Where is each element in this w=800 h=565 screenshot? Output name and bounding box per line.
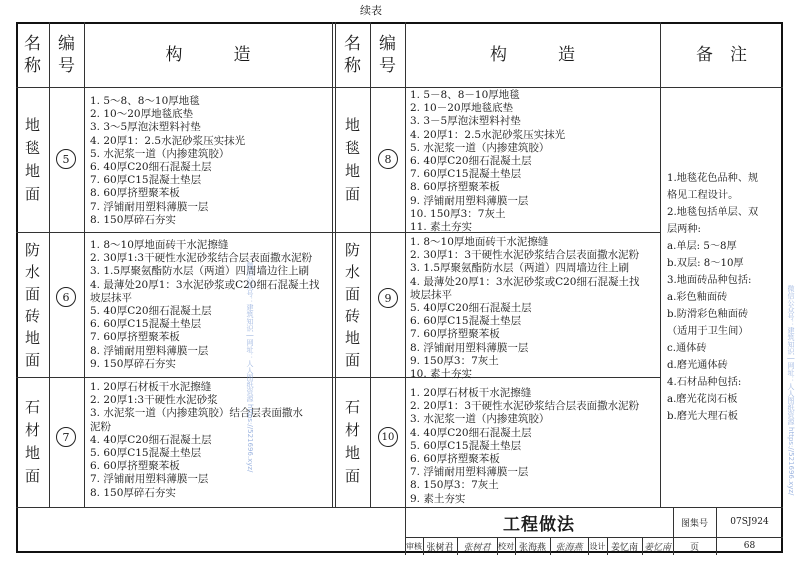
name-char: 防 (24, 240, 40, 259)
row-name-stone-floor (16, 377, 49, 507)
layer-item: 2. 20厚1：3干硬性水泥砂浆结合层表面撒水泥粉 (410, 400, 640, 413)
construction-list (410, 89, 565, 234)
layer-item: 10. 150厚3：7灰土 (410, 207, 506, 220)
layer-item: 9. 浮铺耐用塑料薄膜一层 (410, 194, 529, 207)
name-char: 面 (344, 467, 360, 485)
layer-item: 5. 40厚C20细石混凝土层 (410, 302, 532, 315)
remark-line: 3.地面砖品种包括: (667, 275, 752, 286)
layer-item: 4. 40厚C20细石混凝土层 (410, 426, 532, 439)
layer-item: 1. 20厚石材板干水泥擦缝 (410, 387, 532, 399)
header-name-left (16, 22, 49, 87)
layer-item: 8. 150厚碎石夯实 (90, 213, 176, 226)
layer-item: 2. 10－20厚地毯底垫 (410, 102, 514, 115)
header-remarks: 备 注 (696, 44, 747, 65)
layer-item: 4. 最薄处20厚1：3水泥砂浆或C20细石混凝土找 (90, 278, 320, 291)
reviewer-signature: 张树君 (463, 542, 491, 553)
header-construction-right: 构 造 (490, 44, 575, 65)
remark-line: b.双层: 8～10厚 (667, 258, 744, 269)
remark-line: d.磨光通体砖 (667, 360, 728, 371)
layer-item: 2. 30厚1：3干硬性水泥砂浆结合层表面撒水泥粉 (410, 249, 640, 262)
col-divider (332, 22, 333, 507)
remark-line: a.单层: 5～8厚 (667, 241, 737, 252)
name-char: 水 (344, 262, 360, 281)
layer-item: 6. 60厚C15混凝土垫层 (410, 315, 522, 328)
row-number-badge: 6 (56, 287, 76, 307)
layer-item: 4. 最薄处20厚1：3水泥砂浆或C20细石混凝土找 (410, 275, 640, 288)
header-construction-left: 构 造 (165, 44, 251, 65)
construction-list (90, 95, 245, 227)
header-name-right (335, 22, 370, 87)
checker-name: 张海燕 (518, 542, 546, 553)
layer-item: 1. 8～10厚地面砖干水泥擦缝 (410, 236, 549, 248)
layer-item: 9. 素土夯实 (410, 492, 466, 505)
layer-item: 10. 素土夯实 (410, 368, 473, 381)
header-number-left (49, 22, 84, 87)
layer-item: 3. 1.5厚聚氨酯防水层（两道）四周墙边往上刷 (410, 262, 630, 275)
header-char: 名 (344, 33, 361, 54)
name-char: 防 (344, 240, 360, 259)
construction-list (410, 387, 639, 506)
col-divider (405, 22, 406, 555)
layer-item: 6. 60厚C15混凝土垫层 (90, 318, 202, 331)
row-number-badge: 5 (56, 149, 76, 169)
header-char: 号 (379, 55, 396, 76)
layer-item: 5. 40厚C20细石混凝土层 (90, 305, 212, 318)
header-char: 名 (24, 33, 41, 54)
remark-line: a.磨光花岗石板 (667, 394, 738, 405)
layer-item: 5. 水泥浆一道（内掺建筑胶） (90, 147, 230, 160)
layer-item: 坡层抹平 (410, 288, 452, 301)
layer-item: 8. 150厚3：7灰土 (410, 479, 499, 492)
remark-line: b.防滑彩色釉面砖 (667, 309, 749, 320)
layer-item: 1. 5－8、8－10厚地毯 (410, 89, 520, 101)
layer-item: 3. 3－5厚泡沫塑料衬垫 (410, 115, 521, 128)
layer-item: 7. 浮铺耐用塑料薄膜一层 (90, 200, 209, 213)
name-char: 面 (344, 184, 360, 203)
name-char: 地 (24, 115, 40, 134)
name-char: 毯 (24, 138, 40, 157)
header-char: 称 (24, 55, 41, 76)
layer-item: 9. 150厚3：7灰土 (410, 354, 499, 367)
layer-item: 5. 60厚C15混凝土垫层 (410, 439, 522, 452)
reviewer-name: 张树君 (426, 542, 454, 553)
remark-line: 1.地毯花色品种、规 (667, 173, 759, 184)
drawing-title: 工程做法 (503, 514, 575, 535)
layer-item: 7. 60厚挤塑聚苯板 (410, 328, 500, 341)
review-label: 审核 (406, 541, 422, 551)
layer-item: 8. 150厚碎石夯实 (90, 486, 176, 499)
header-char: 称 (344, 55, 361, 76)
name-char: 面 (24, 350, 40, 369)
layer-item: 4. 20厚1：2.5水泥砂浆压实抹光 (410, 128, 566, 141)
design-label: 设计 (589, 541, 606, 551)
name-char: 砖 (344, 306, 360, 325)
row-name-stone-floor (335, 377, 370, 507)
col-divider (660, 22, 661, 507)
layer-item: 8. 浮铺耐用塑料薄膜一层 (90, 344, 209, 357)
name-char: 地 (24, 328, 40, 347)
name-char: 石 (344, 398, 360, 416)
col-divider (84, 22, 85, 507)
name-char: 材 (344, 421, 360, 439)
remark-line: 层两种: (667, 224, 701, 235)
remark-line: 格见工程设计。 (667, 190, 739, 201)
construction-list (90, 381, 303, 500)
name-char: 面 (24, 184, 40, 203)
atlas-number-value: 07SJ924 (730, 517, 769, 527)
layer-item: 9. 150厚碎石夯实 (90, 357, 176, 370)
watermark-text: 微信公众号：建筑知识 | 网址：人人图纸资源 https://521696.xyz/ (246, 262, 254, 473)
name-char: 面 (24, 284, 40, 303)
row-name-waterproof-tile-floor (16, 232, 49, 377)
row-number-badge: 7 (56, 427, 76, 447)
row-number-badge: 10 (378, 427, 398, 447)
name-char: 地 (24, 444, 40, 462)
row-number-badge: 9 (378, 288, 398, 308)
name-char: 面 (344, 284, 360, 303)
layer-item: 8. 60厚挤塑聚苯板 (410, 181, 500, 194)
designer-name: 姜忆南 (610, 542, 638, 553)
header-char: 编 (58, 33, 75, 54)
layer-item: 6. 40厚C20细石混凝土层 (90, 161, 212, 174)
designer-signature: 姜忆南 (643, 542, 671, 553)
name-char: 面 (24, 467, 40, 485)
check-label: 校对 (498, 541, 514, 551)
layer-item: 7. 60厚C15混凝土垫层 (410, 168, 522, 181)
layer-item: 8. 60厚挤塑聚苯板 (90, 187, 180, 200)
name-char: 石 (24, 398, 40, 416)
row-name-carpet-floor (335, 87, 370, 232)
header-char: 号 (58, 55, 75, 76)
layer-item: 3. 1.5厚聚氨酯防水层（两道）四周墙边往上刷 (90, 265, 310, 278)
layer-item: 6. 60厚挤塑聚苯板 (410, 453, 500, 466)
layer-item: 7. 浮铺耐用塑料薄膜一层 (90, 473, 209, 486)
layer-item: 7. 浮铺耐用塑料薄膜一层 (410, 466, 529, 479)
row-number-badge: 8 (378, 149, 398, 169)
layer-item: 2. 30厚1:3干硬性水泥砂浆结合层表面撒水泥粉 (90, 252, 313, 265)
name-char: 水 (24, 262, 40, 281)
header-number-right (370, 22, 405, 87)
layer-item: 3. 水泥浆一道（内掺建筑胶）结合层表面撒水 (90, 407, 303, 420)
layer-item: 8. 浮铺耐用塑料薄膜一层 (410, 341, 529, 354)
layer-item: 1. 20厚石材板干水泥擦缝 (90, 381, 212, 393)
layer-item: 5. 60厚C15混凝土垫层 (90, 447, 202, 460)
remark-line: （适用于卫生间） (667, 326, 749, 337)
name-char: 面 (344, 350, 360, 369)
name-char: 地 (344, 328, 360, 347)
row-name-carpet-floor (16, 87, 49, 232)
name-char: 地 (344, 115, 360, 134)
name-char: 砖 (24, 306, 40, 325)
remark-line: b.磨光大理石板 (667, 411, 738, 422)
col-divider (49, 22, 50, 507)
row-name-waterproof-tile-floor (335, 232, 370, 377)
name-char: 地 (24, 161, 40, 180)
layer-item: 7. 60厚挤塑聚苯板 (90, 331, 180, 344)
atlas-number-label: 图集号 (680, 518, 708, 529)
layer-item: 4. 20厚1：2.5水泥砂浆压实抹光 (90, 134, 246, 147)
layer-item: 5. 水泥浆一道（内掺建筑胶） (410, 141, 550, 154)
layer-item: 坡层抹平 (90, 291, 132, 304)
name-char: 材 (24, 421, 40, 439)
layer-item: 1. 5～8、8～10厚地毯 (90, 95, 200, 107)
layer-item: 泥粉 (90, 420, 111, 433)
page-number: 68 (743, 541, 756, 551)
name-char: 地 (344, 161, 360, 180)
layer-item: 6. 40厚C20细石混凝土层 (410, 155, 532, 168)
continued-table-caption: 续表 (360, 4, 382, 17)
layer-item: 2. 20厚1:3干硬性水泥砂浆 (90, 394, 218, 407)
col-divider (370, 22, 371, 507)
construction-list (90, 239, 319, 371)
name-char: 地 (344, 444, 360, 462)
remark-line: 4.石材品种包括: (667, 377, 742, 388)
layer-item: 11. 素土夯实 (410, 221, 473, 234)
layer-item: 6. 60厚挤塑聚苯板 (90, 460, 180, 473)
remarks-list (667, 170, 758, 425)
layer-item: 3. 3～5厚泡沫塑料衬垫 (90, 121, 201, 134)
layer-item: 7. 60厚C15混凝土垫层 (90, 174, 202, 187)
layer-item: 1. 8～10厚地面砖干水泥擦缝 (90, 239, 229, 251)
layer-item: 3. 水泥浆一道（内掺建筑胶） (410, 413, 550, 426)
header-char: 编 (379, 33, 396, 54)
name-char: 毯 (344, 138, 360, 157)
checker-signature: 张海燕 (555, 542, 583, 553)
remark-line: c.通体砖 (667, 343, 707, 354)
layer-item: 4. 40厚C20细石混凝土层 (90, 433, 212, 446)
header-divider (16, 87, 783, 88)
layer-item: 2. 10～20厚地毯底垫 (90, 108, 194, 121)
page-label: 页 (689, 542, 699, 553)
remark-line: 2.地毯包括单层、双 (667, 207, 759, 218)
remark-line: a.彩色釉面砖 (667, 292, 728, 303)
watermark-text: 微信公众号：建筑知识 | 网址：人人图纸资源 https://521696.xyz/ (787, 285, 795, 496)
construction-list (410, 236, 639, 381)
